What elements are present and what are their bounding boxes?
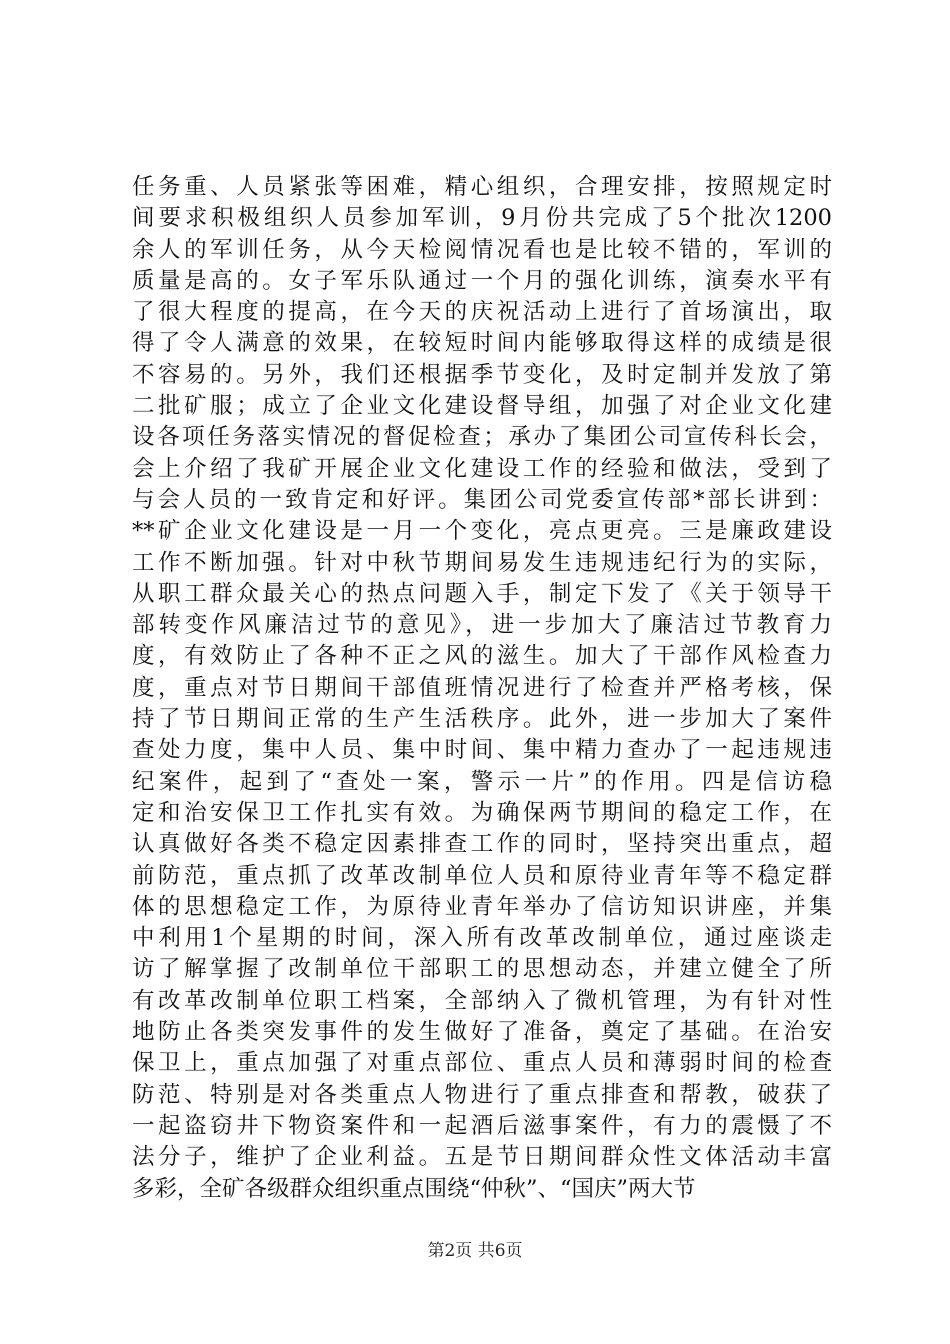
text-line: 质量是高的。女子军乐队通过一个月的强化训练，演奏水平有 (132, 267, 832, 294)
page-footer: 第2页 共6页 (427, 1241, 523, 1261)
text-line: 余人的军训任务，从今天检阅情况看也是比较不错的，军训的 (132, 236, 832, 263)
text-line: 防范、特别是对各类重点人物进行了重点排查和帮教，破获了 (132, 1081, 832, 1108)
text-line: 得了令人满意的效果，在较短时间内能够取得这样的成绩是很 (132, 330, 832, 357)
text-line: 地防止各类突发事件的发生做好了准备，奠定了基础。在治安 (132, 1019, 832, 1046)
text-line: 纪案件，起到了“查处一案，警示一片”的作用。四是信访稳 (132, 768, 832, 795)
text-line: 从职工群众最关心的热点问题入手，制定下发了《关于领导干 (132, 580, 832, 607)
text-line: 访了解掌握了改制单位干部职工的思想动态，并建立健全了所 (132, 956, 832, 983)
text-line: 不容易的。另外，我们还根据季节变化，及时定制并发放了第 (132, 361, 832, 388)
text-line: **矿企业文化建设是一月一个变化，亮点更亮。三是廉政建设 (132, 518, 832, 545)
body-text (132, 172, 832, 1205)
text-line: 体的思想稳定工作，为原待业青年举办了信访知识讲座，并集 (132, 893, 832, 920)
text-line: 有改革改制单位职工档案，全部纳入了微机管理，为有针对性 (132, 987, 832, 1014)
text-line: 部转变作风廉洁过节的意见》，进一步加大了廉洁过节教育力 (132, 612, 832, 639)
text-line: 与会人员的一致肯定和好评。集团公司党委宣传部*部长讲到： (132, 486, 832, 513)
text-line: 工作不断加强。针对中秋节期间易发生违规违纪行为的实际， (132, 549, 832, 576)
text-line: 保卫上，重点加强了对重点部位、重点人员和薄弱时间的检查 (132, 1050, 832, 1077)
text-line: 了很大程度的提高，在今天的庆祝活动上进行了首场演出，取 (132, 299, 832, 326)
text-line: 法分子，维护了企业利益。五是节日期间群众性文体活动丰富 (132, 1144, 832, 1171)
text-line: 一起盗窃井下物资案件和一起酒后滋事案件，有力的震慑了不 (132, 1112, 832, 1139)
text-line: 间要求积极组织人员参加军训，9月份共完成了5个批次1200 (132, 205, 832, 232)
text-line: 任务重、人员紧张等困难，精心组织，合理安排，按照规定时 (132, 174, 832, 200)
text-line: 设各项任务落实情况的督促检查；承办了集团公司宣传科长会， (132, 424, 832, 451)
text-line: 认真做好各类不稳定因素排查工作的同时，坚持突出重点，超 (132, 831, 832, 858)
text-line: 会上介绍了我矿开展企业文化建设工作的经验和做法，受到了 (132, 455, 832, 482)
text-line: 定和治安保卫工作扎实有效。为确保两节期间的稳定工作，在 (132, 799, 832, 826)
text-line: 度，重点对节日期间干部值班情况进行了检查并严格考核，保 (132, 674, 832, 701)
text-line: 查处力度，集中人员、集中时间、集中精力查办了一起违规违 (132, 737, 832, 764)
text-line: 二批矿服；成立了企业文化建设督导组，加强了对企业文化建 (132, 393, 832, 420)
text-line: 持了节日期间正常的生产生活秩序。此外，进一步加大了案件 (132, 706, 832, 733)
text-line: 多彩，全矿各级群众组织重点围绕“仲秋”、“国庆”两大节 (132, 1175, 696, 1202)
text-line: 中利用1个星期的时间，深入所有改革改制单位，通过座谈走 (132, 925, 832, 952)
text-line: 度，有效防止了各种不正之风的滋生。加大了干部作风检查力 (132, 643, 832, 670)
text-line: 前防范，重点抓了改革改制单位人员和原待业青年等不稳定群 (132, 862, 832, 889)
